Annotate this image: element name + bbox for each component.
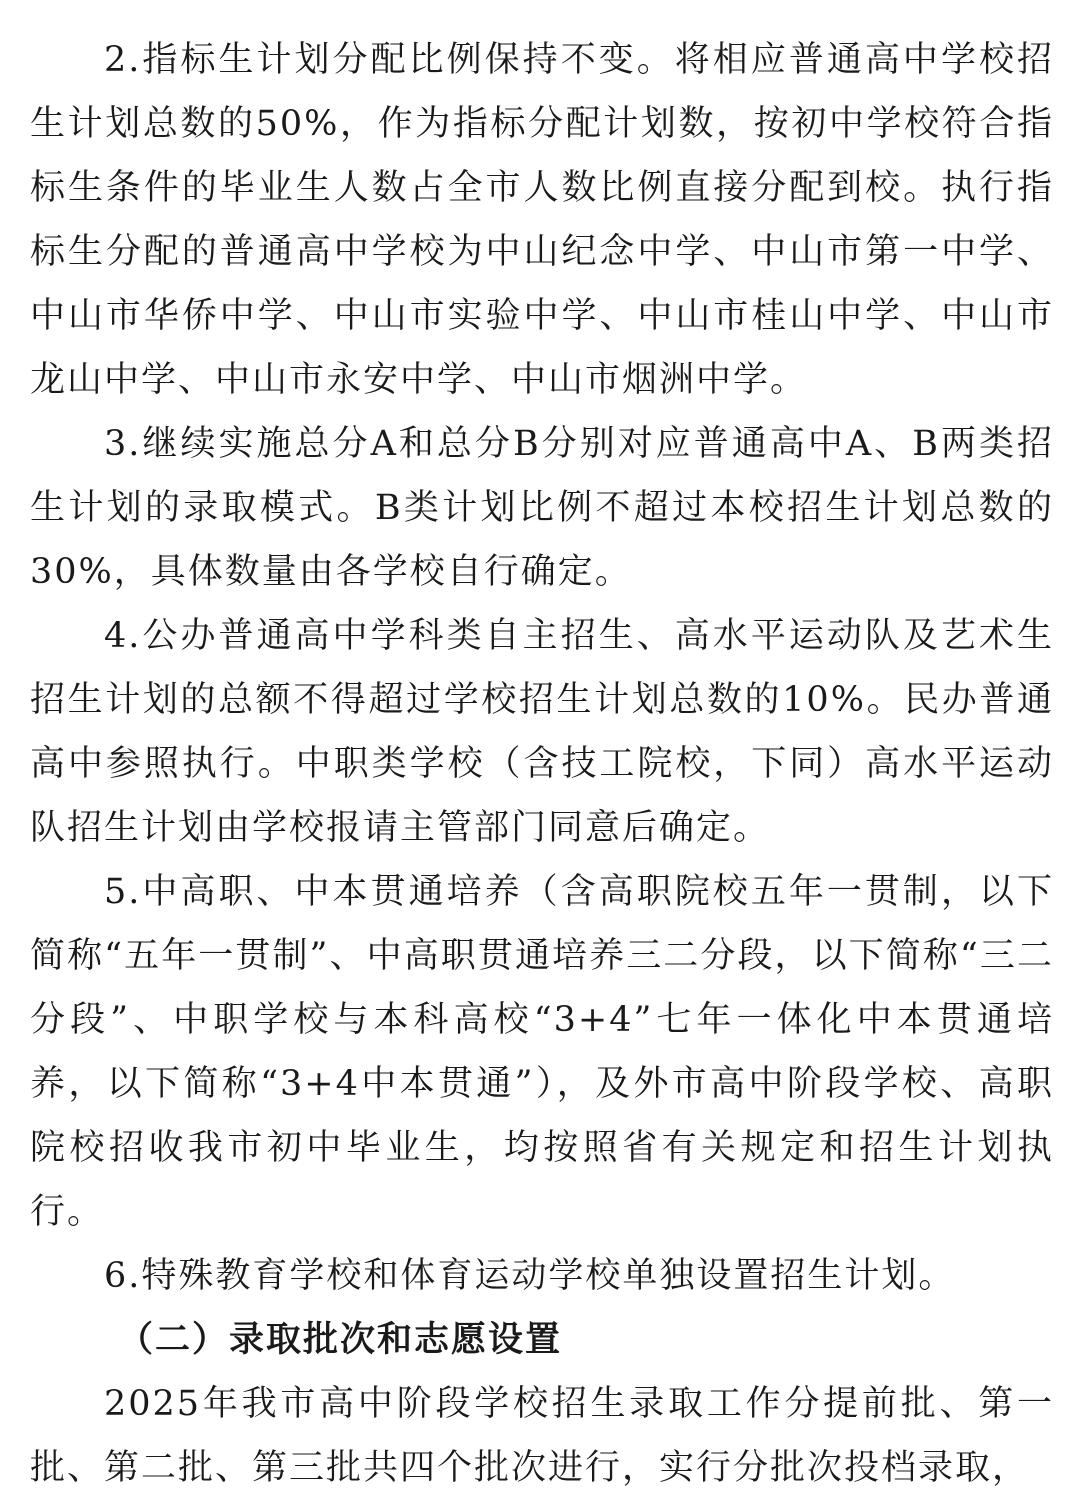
closing-paragraph: 2025年我市高中阶段学校招生录取工作分提前批、第一批、第二批、第三批共四个批次进行，实行分批次投档录取， bbox=[30, 1384, 1054, 1488]
paragraph-item-6: 6.特殊教育学校和体育运动学校单独设置招生计划。 bbox=[104, 1256, 956, 1296]
paragraph-item-3: 3.继续实施总分A和总分B分别对应普通高中A、B两类招生计划的录取模式。B类计划比例不超过本校招生计划总数的30%，具体数量由各学校自行确定。 bbox=[30, 424, 1054, 592]
paragraph-item-4: 4.公办普通高中学科类自主招生、高水平运动队及艺术生招生计划的总额不得超过学校招生计划总数的10%。民办普通高中参照执行。中职类学校（含技工院校，下同）高水平运动队招生计划由学校报请主管部门同意后确定。 bbox=[30, 616, 1054, 848]
paragraph-item-5: 5.中高职、中本贯通培养（含高职院校五年一贯制，以下简称“五年一贯制”、中高职贯通培养三二分段，以下简称“三二分段”、中职学校与本科高校“3+4”七年一体化中本贯通培养，以下简称“3+4中本贯通”），及外市高中阶段学校、高职院校招收我市初中毕业生，均按照省有关规定和招生计划执行。 bbox=[30, 872, 1054, 1232]
paragraph-item-2: 2.指标生计划分配比例保持不变。将相应普通高中学校招生计划总数的50%，作为指标分配计划数，按初中学校符合指标生条件的毕业生人数占全市人数比例直接分配到校。执行指标生分配的普通高中学校为中山纪念中学、中山市第一中学、中山市华侨中学、中山市实验中学、中山市桂山中学、中山市龙山中学、中山市永安中学、中山市烟洲中学。 bbox=[30, 40, 1054, 400]
section-heading: （二）录取批次和志愿设置 bbox=[118, 1320, 563, 1360]
